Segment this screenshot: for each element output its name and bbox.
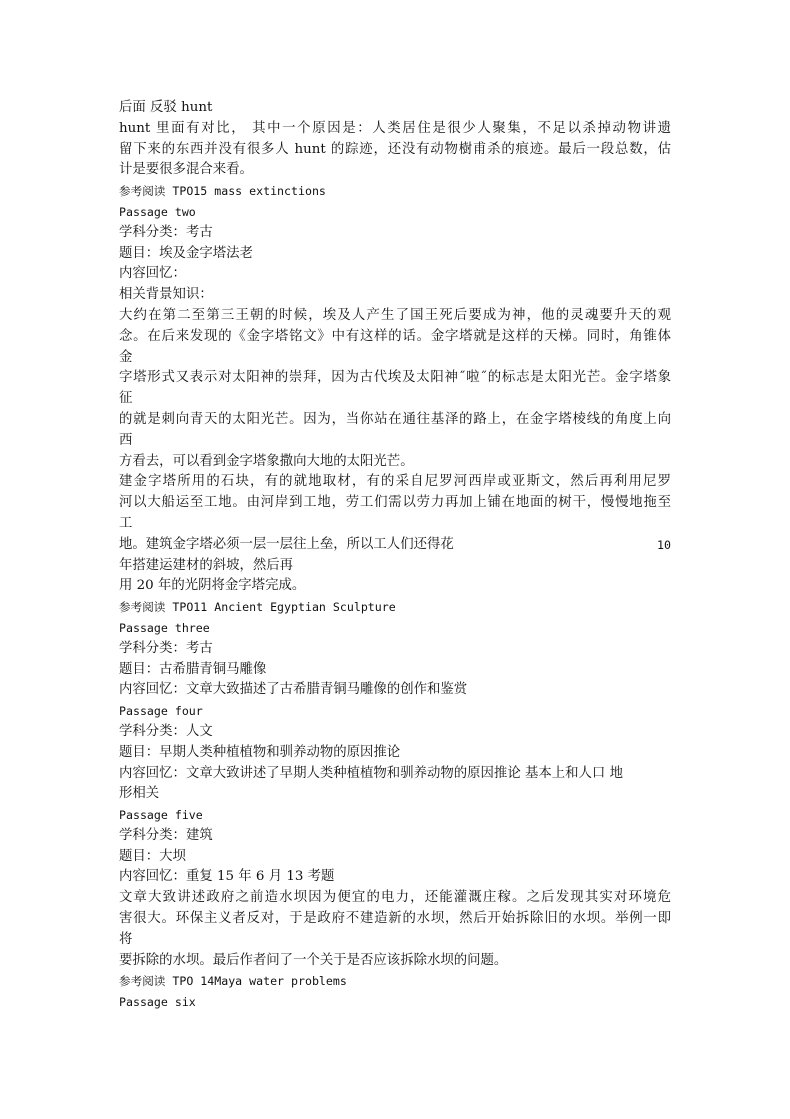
text-line: 金 bbox=[119, 349, 133, 365]
text-line: 字塔形式又表示对太阳神的崇拜，因为古代埃及太阳神˝啦˝的标志是太阳光芒。金字塔象 bbox=[119, 370, 671, 386]
text-line: 学科分类：考古 bbox=[119, 224, 213, 240]
passage-heading: Passage six bbox=[119, 995, 196, 1010]
text-line: 西 bbox=[119, 432, 133, 448]
text-line: 后面 反驳 hunt bbox=[119, 100, 213, 115]
text-line: 相关背景知识： bbox=[119, 287, 213, 303]
reference-line: 参考阅读 TPO15 mass extinctions bbox=[119, 184, 326, 199]
text-line: 题目：埃及金字塔法老 bbox=[119, 245, 253, 261]
text-fragment: 地。建筑金字塔必须一层一层往上垒，所以工人们还得花 bbox=[119, 536, 454, 552]
text-line: 征 bbox=[119, 391, 133, 407]
document-body bbox=[119, 98, 671, 1013]
reference-line: 参考阅读 TPO 14Maya water problems bbox=[119, 974, 347, 989]
passage-heading: Passage five bbox=[119, 808, 203, 823]
text-line: 留下来的东西并没有很多人 hunt 的踪迹，还没有动物樹甫杀的痕迹。最后一段总数，估 bbox=[119, 141, 671, 157]
text-line: 学科分类：考古 bbox=[119, 640, 213, 656]
text-line: 题目：早期人类种植植物和驯养动物的原因推论 bbox=[119, 744, 401, 760]
text-line: 方看去，可以看到金字塔象撒向大地的太阳光芒。 bbox=[119, 453, 414, 469]
passage-heading: Passage two bbox=[119, 204, 196, 219]
inline-number: 10 bbox=[657, 537, 671, 552]
text-line: 内容回忆： bbox=[119, 266, 186, 282]
text-line: 大约在第二至第三王朝的时候，埃及人产生了国王死后要成为神，他的灵魂要升天的观 bbox=[119, 307, 671, 323]
text-line: 年搭建运建材的斜坡，然后再 bbox=[119, 557, 294, 573]
text-line: 建金字塔所用的石块，有的就地取材，有的采自尼罗河西岸或亚斯文，然后再利用尼罗 bbox=[119, 474, 671, 490]
text-line: 河以大船运至工地。由河岸到工地，劳工们需以劳力再加上铺在地面的树干，慢慢地拖至 bbox=[119, 495, 671, 511]
text-line: 学科分类：人文 bbox=[119, 723, 213, 739]
text-line: 念。在后来发现的《金字塔铭文》中有这样的话。金字塔就是这样的天梯。同时，角锥体 bbox=[119, 328, 671, 344]
text-line: 文章大致讲述政府之前造水坝因为便宜的电力，还能灌溉庄稼。之后发现其实对环境危 bbox=[119, 890, 671, 906]
text-line: 内容回忆：重复 15 年 6 月 13 考题 bbox=[119, 869, 335, 885]
text-line-with-number bbox=[119, 535, 671, 556]
text-line: 工 bbox=[119, 515, 133, 531]
text-line: 计是要很多混合来看。 bbox=[119, 162, 253, 178]
passage-heading: Passage three bbox=[119, 620, 210, 635]
text-line: 形相关 bbox=[119, 786, 160, 802]
text-line: 的就是刺向青天的太阳光芒。因为，当你站在通往基泽的路上，在金字塔棱线的角度上向 bbox=[119, 411, 671, 427]
text-line: 将 bbox=[119, 931, 133, 947]
text-line: 要拆除的水坝。最后作者问了一个关于是否应该拆除水坝的问题。 bbox=[119, 952, 508, 968]
text-line: 害很大。环保主义者反对，于是政府不建造新的水坝，然后开始拆除旧的水坝。举例一即 bbox=[119, 911, 671, 927]
text-line: 内容回忆：文章大致描述了古希腊青铜马雕像的创作和鉴赏 bbox=[119, 682, 468, 698]
text-line: 题目：大坝 bbox=[119, 848, 186, 864]
text-line: 题目：古希腊青铜马雕像 bbox=[119, 661, 267, 677]
passage-heading: Passage four bbox=[119, 704, 203, 719]
text-line: 学科分类：建筑 bbox=[119, 827, 213, 843]
reference-line: 参考阅读 TPO11 Ancient Egyptian Sculpture bbox=[119, 600, 396, 615]
text-line: 内容回忆：文章大致讲述了早期人类种植植物和驯养动物的原因推论 基本上和人口 地 bbox=[119, 765, 623, 781]
text-line: 用 20 年的光阴将金字塔完成。 bbox=[119, 578, 306, 594]
text-line: hunt 里面有对比， 其中一个原因是：人类居住是很少人聚集，不足以杀掉动物讲遗 bbox=[119, 120, 671, 136]
